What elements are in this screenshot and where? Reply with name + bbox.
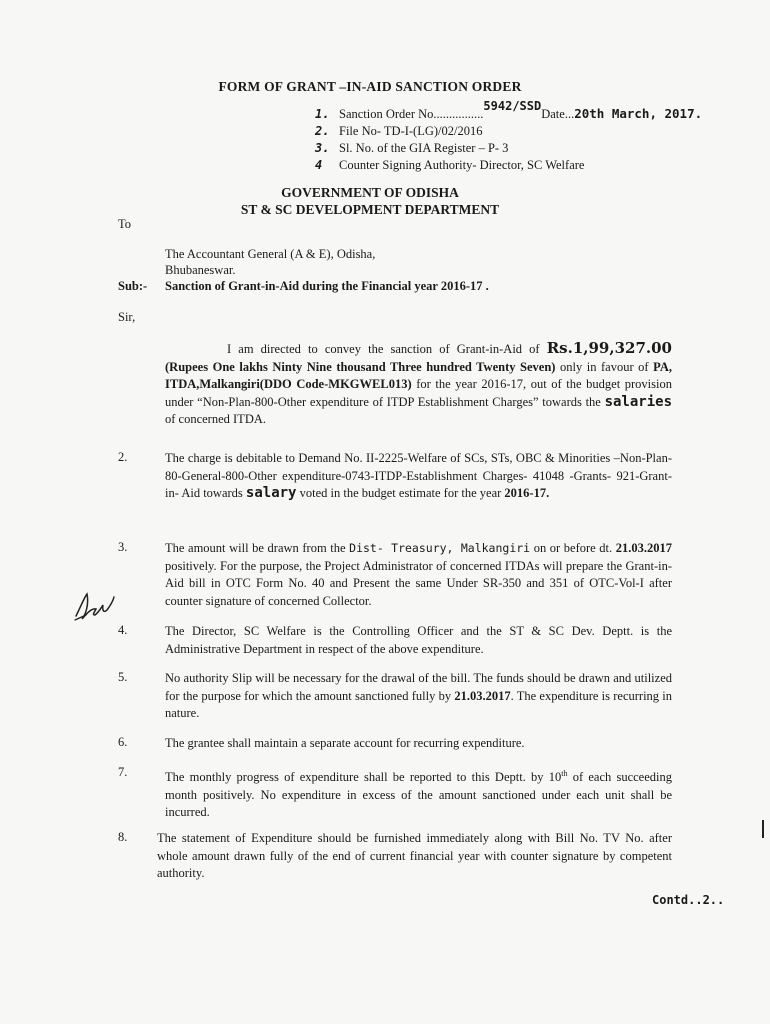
sanction-order-line: 1. Sanction Order No................5942/SSDDate...20th March, 2017. (315, 99, 703, 121)
to-label: To (118, 217, 132, 231)
paragraph-2: The charge is debitable to Demand No. II-2225-Welfare of SCs, STs, OBC & Minorities –Non-Plan- 80-General-800-Other expenditure-0743-ITDP-Establishment Charges- 41048 -Grants- 921-Grant-in- Aid towards salary voted in the budget estimate for the year 2016-17. (165, 451, 672, 501)
paragraph-1: I am directed to convey the sanction of Grant-in-Aid of Rs.1,99,327.00 (Rupees One lakhs Ninty Nine thousand Three hundred Twenty Seven) only in favour of PA, ITDA,Malkangiri(DDO Code-MKGWEL013) for the year 2016-17, out of the budget provision under “Non-Plan-800-Other expenditure of ITDP Establishment Charges” towards the salaries of concerned ITDA. (165, 339, 673, 426)
paragraph-6-number: 6. (118, 735, 128, 749)
file-number-line: 2. File No- TD-I-(LG)/02/2016 (315, 124, 483, 138)
subject-text: Sanction of Grant-in-Aid during the Financial year 2016-17 . (165, 279, 489, 293)
paragraph-3-number: 3. (118, 540, 128, 554)
paragraph-4-number: 4. (118, 623, 128, 637)
salutation: Sir, (118, 310, 136, 324)
payee: PA, ITDA,Malkangiri(DDO Code-MKGWEL013) (165, 359, 673, 391)
paragraph-6: The grantee shall maintain a separate account for recurring expenditure. (165, 736, 525, 750)
addressee-line-1: The Accountant General (A & E), Odisha, (165, 247, 376, 261)
paragraph-8: The statement of Expenditure should be furnished immediately along with Bill No. TV No. after whole amount drawn fully of the end of current financial year with counter signature by competent authority. (157, 831, 672, 880)
government-heading: GOVERNMENT OF ODISHA (281, 185, 459, 200)
addressee-line-2: Bhubaneswar. (165, 263, 236, 277)
paragraph-7-number: 7. (118, 765, 128, 779)
paragraph-5: No authority Slip will be necessary for the drawal of the bill. The funds should be drawn and utilized for the purpose for which the amount sanctioned fully by 21.03.2017. The expenditure is recurring in nature. (165, 671, 673, 720)
paragraph-3: The amount will be drawn from the Dist- Treasury, Malkangiri on or before dt. 21.03.2017 positively. For the purpose, the Project Administrator of concerned ITDAs will prepare the Grant-in-Aid bill in OTC Form No. 40 and Present the same Under SR-350 and 351 of OTC-Vol-I after counter signature of concerned Collector. (165, 541, 672, 608)
form-title: FORM OF GRANT –IN-AID SANCTION ORDER (218, 79, 522, 94)
department-heading: ST & SC DEVELOPMENT DEPARTMENT (240, 202, 500, 217)
counter-signing-line: 4 Counter Signing Authority- Director, SC Welfare (315, 158, 585, 172)
paragraph-7: The monthly progress of expenditure shall be reported to this Deptt. by 10th of each succeeding month positively. No expenditure in excess of the amount sanctioned under each unit shall be incurred. (165, 769, 672, 820)
sanction-date: 20th March, 2017. (574, 106, 703, 121)
paragraph-2-number: 2. (118, 450, 128, 464)
amount-in-words: (Rupees One lakhs Ninty Nine thousand Three hundred Twenty Seven) (165, 359, 556, 374)
sanction-amount: Rs.1,99,327.00 (546, 339, 672, 357)
paragraph-4: The Director, SC Welfare is the Controlling Officer and the ST & SC Dev. Deptt. is the Administrative Department in respect of the above expenditure. (165, 624, 672, 656)
register-line: 3. Sl. No. of the GIA Register – P- 3 (315, 141, 509, 155)
subject-label: Sub:- (118, 279, 148, 293)
scan-edge-mark (762, 820, 764, 838)
paragraph-5-number: 5. (118, 670, 128, 684)
continued-note: Contd..2.. (652, 893, 725, 907)
handwritten-initials-signature (72, 586, 118, 624)
sanction-number: 5942/SSD (483, 99, 542, 113)
paragraph-8-number: 8. (118, 830, 128, 844)
